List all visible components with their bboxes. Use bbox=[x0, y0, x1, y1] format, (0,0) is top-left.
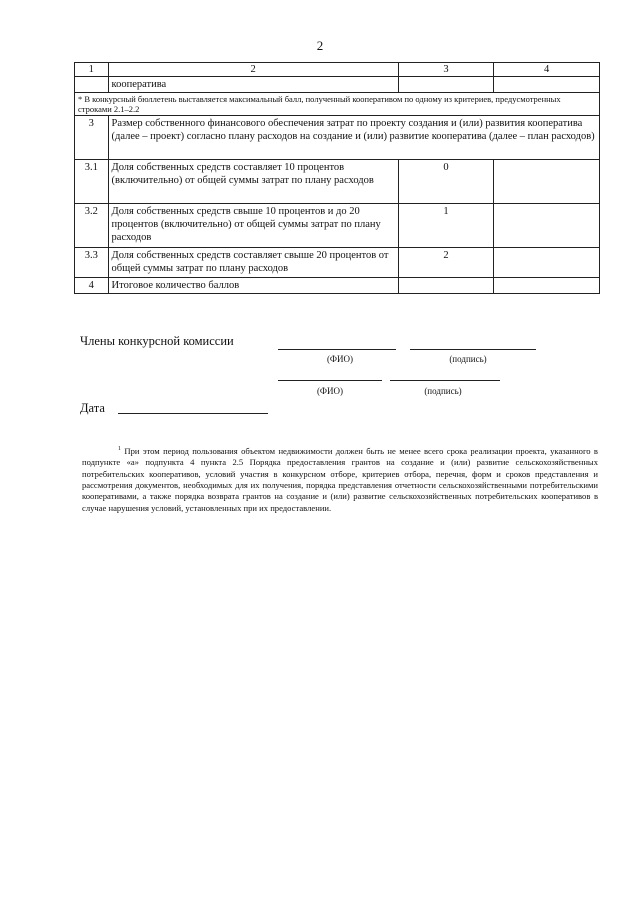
fio-line-2 bbox=[278, 380, 382, 381]
criteria-table bbox=[74, 62, 600, 294]
table-note-row bbox=[75, 93, 600, 116]
row-score: 0 bbox=[398, 160, 493, 204]
row-text: Доля собственных средств составляет 10 процентов (включительно) от общей суммы затрат по плану расходов bbox=[108, 160, 398, 204]
row-text: Доля собственных средств составляет свыше 20 процентов от общей суммы затрат по плану расходов bbox=[108, 248, 398, 278]
header-col-4: 4 bbox=[494, 63, 600, 77]
signature-line-1 bbox=[410, 349, 536, 350]
row-value bbox=[494, 248, 600, 278]
table-header-row bbox=[75, 63, 600, 77]
fio-caption-1: (ФИО) bbox=[326, 354, 354, 364]
row-value bbox=[494, 278, 600, 294]
table-row bbox=[75, 278, 600, 294]
table-row bbox=[75, 248, 600, 278]
table-row bbox=[75, 116, 600, 160]
date-label: Дата bbox=[80, 401, 105, 415]
fio-caption-2: (ФИО) bbox=[316, 386, 344, 396]
footnote-marker: 1 bbox=[118, 446, 121, 452]
header-col-1: 1 bbox=[75, 63, 109, 77]
footnote-text: При этом период пользования объектом недвижимости должен быть не менее всего срока реализации проекта, указанного в подпункте «а» подпункта 4 пункта 2.5 Порядка предоставления грантов на создание и (или) развитие сельскохозяйственных потребительских кооперативов, условий участия в конкурсном отборе, критериев отбора, перечня, форм и сроков представления и рассмотрения документов, необходимых для их получения, порядка представления отчетности сельскохозяйственными потребительскими кооперативами, а также порядка возврата грантов на создание и (или) развитие сельскохозяйственных потребительских кооперативов в случае нарушения условий, установленных при их предоставлении. bbox=[82, 445, 598, 513]
row-value bbox=[494, 204, 600, 248]
row-num: 3.3 bbox=[75, 248, 109, 278]
header-col-2: 2 bbox=[108, 63, 398, 77]
row-score: 1 bbox=[398, 204, 493, 248]
footnote bbox=[82, 444, 598, 514]
signature-caption-1: (подпись) bbox=[449, 354, 487, 364]
row-num: 3.1 bbox=[75, 160, 109, 204]
continuation-cell: кооператива bbox=[108, 77, 398, 93]
row-score bbox=[398, 278, 493, 294]
row-num: 4 bbox=[75, 278, 109, 294]
row-num: 3 bbox=[75, 116, 109, 160]
row-score: 2 bbox=[398, 248, 493, 278]
signature-caption-2: (подпись) bbox=[424, 386, 462, 396]
commission-members-label: Члены конкурсной комиссии bbox=[80, 334, 234, 348]
page-number: 2 bbox=[316, 38, 324, 53]
row-text: Доля собственных средств свыше 10 процентов и до 20 процентов (включительно) от общей суммы затрат по плану расходов bbox=[108, 204, 398, 248]
fio-line-1 bbox=[278, 349, 396, 350]
header-col-3: 3 bbox=[398, 63, 493, 77]
row-text: Итоговое количество баллов bbox=[108, 278, 398, 294]
table-note: * В конкурсный бюллетень выставляется максимальный балл, полученный кооперативом по одному из критериев, предусмотренных строками 2.1–2.2 bbox=[75, 93, 600, 116]
table-row bbox=[75, 160, 600, 204]
row-num: 3.2 bbox=[75, 204, 109, 248]
row-text: Размер собственного финансового обеспечения затрат по проекту создания и (или) развития кооператива (далее – проект) согласно плану расходов на создание и (или) развитие кооператива (далее – план расходов) bbox=[108, 116, 599, 160]
table-row bbox=[75, 204, 600, 248]
signature-line-2 bbox=[390, 380, 500, 381]
table-row bbox=[75, 77, 600, 93]
date-line bbox=[118, 413, 268, 414]
row-value bbox=[494, 160, 600, 204]
